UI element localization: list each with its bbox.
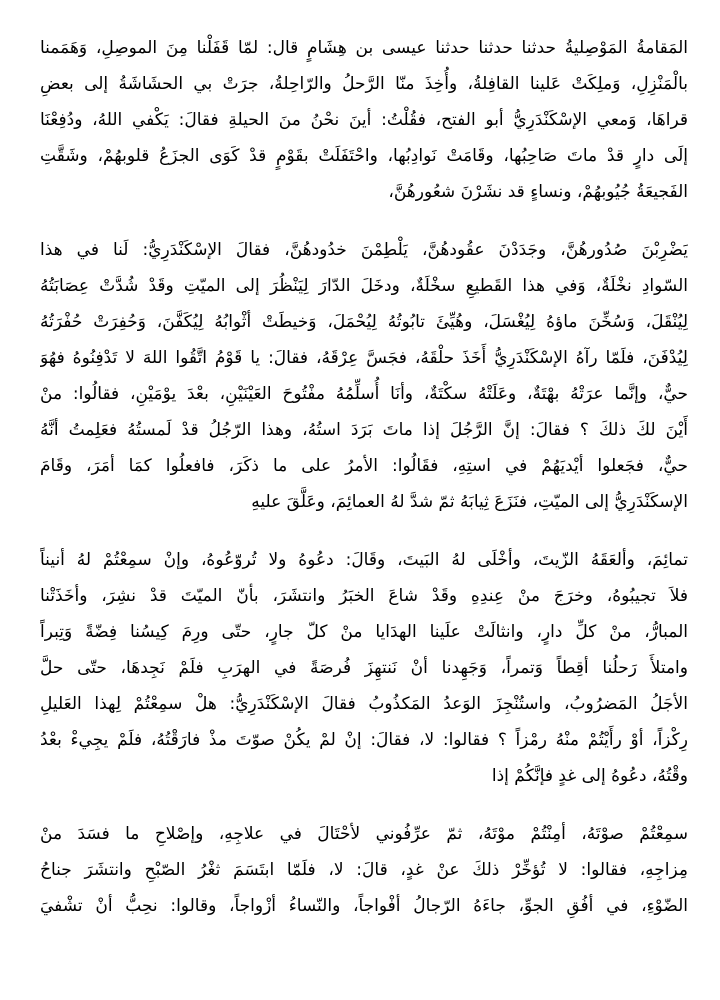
text-line: وامتلأَ رَحلُنا أقِطاً وَتمراً، وَجَهِدنا أنْ نَنتهِزَ فُرصَةً في الهرَبِ فلَمْ نَجِدهَا، حتّى حلَّ [40, 658, 688, 678]
text-line: يَضْرِبْنَ صُدُورهُنَّ، وجَدَدْنَ عقُودهُنَّ، يَلْطِمْنَ خدُودهُنَّ، فقالَ الإسْكَنْدَرِيُّ: لَنا في هذا [40, 240, 688, 260]
text-line: لِيُنْقَلَ، وَسُخِّنَ ماؤهُ لِيُغْسَلَ، وهُيِّئَ تابُوتُهُ لِيُحْمَلَ، وَخيطَتْ أثْوابُهُ لِيُكَفَّنَ، وَحُفِرَتْ حُفْرَتُهُ [40, 312, 688, 332]
text-line: حيٌّ، فجَعلوا أيْديَهُمْ في استِهِ، فقَالُوا: الأمرُ على ما ذكَرَ، فافعلُوا كمَا أمَرَ، وقَامَ [40, 456, 688, 476]
text-line: فلاَ تجيبُوهُ، وخرَجَ منْ عِندِهِ وقَدْ شاعَ الخبَرُ وانتشَرَ، بأنّ الميّتَ قدْ نشِرَ، وأخَذَتْنا [40, 586, 688, 606]
text-line: مِزاجِهِ، فقالوا: لا تُؤخِّرْ ذلكَ عنْ غدٍ، قالَ: لا، فلَمّا ابتَسَمَ ثغْرُ الصّبْحِ وانتشَرَ جناحُ [40, 860, 688, 880]
document-page [40, 30, 688, 924]
text-line: قراهَا، وَمعي الإسْكَنْدَرِيُّ أبو الفتح، فقُلْتُ: أينَ نحْنُ منَ الحيلةِ فقالَ: يَكْفي اللهُ، ودُفِعْنَا [40, 110, 688, 130]
text-line: تمائِمَ، وألعَقَهُ الزّيتَ، وأخْلَى لهُ البَيتَ، وقَالَ: دعُوهُ ولا تُروّعُوهُ، وإنْ سمِعْتُمْ لهُ أنيناً [40, 550, 688, 570]
text-line: إلَى دارٍ قدْ ماتَ صَاحِبُها، وقَامَتْ نَوادِبُها، واحْتَفَلَتْ بقَوْمٍ قدْ كَوَى الجزَعُ قلوبهُمْ، وشَقَّتِ [40, 146, 688, 166]
text-line: لِيُدْفَنَ، فلَمّا رآهُ الإسْكَنْدَرِيُّ أَخَذَ حلْقَهُ، فجَسَّ عِرْقَهُ، فقالَ: يا قَوْمُ اتَّقُوا اللهَ لا تَدْفِنُوهُ فهُوَ [40, 348, 688, 368]
paragraph-3 [40, 542, 688, 794]
text-line: المبارُّ، منْ كلِّ دارٍ، وانثالَتْ علَينا الهدَايا منْ كلّ جارٍ، حتّى ورِمَ كِيسُنا فِضّةً وَتِبراً [40, 622, 688, 642]
paragraph-2 [40, 232, 688, 520]
paragraph-1 [40, 30, 688, 210]
text-line: الفَجيعَةُ جُيُوبهُمْ، ونساءٍ قد نشَرْنَ شعُورهُنَّ، [388, 182, 688, 202]
text-line: سمِعْتُمْ صوْتَهُ، أمِنْتُمْ موْتَهُ، ثمّ عرِّفُوني لأحْتَالَ في علاجِهِ، وإصْلاحِ ما فسَدَ منْ [40, 824, 688, 844]
text-line: حيٌّ، وإنَّما عرَتْهُ بهْتَةٌ، وعَلَتْهُ سكْتَةٌ، وأنَا أُسلِّمُهُ مفْتُوحَ العَيْنَيْنِ، بعْدَ يوْمَيْنِ، فقالُوا: منْ [40, 384, 688, 404]
text-line: المَقامةُ المَوْصِليةُ حدثنا حدثنا حدثنا عيسى بن هِشَامٍ قال: لمّا قَفَلْنا مِنَ الموصِلِ، وَهَمَمنا [40, 38, 688, 58]
text-line: الإسكَنْدَرِيُّ إلى الميّتِ، فنَزَعَ ثِيابَهُ ثمّ شدَّ لهُ العمائِمَ، وعَلَّقَ عليهِ [251, 492, 688, 512]
text-line: بالْمَنْزِلِ، وَملِكَتْ عَلينا القافِلةُ، وأُخِذَ منّا الرَّحلُ والرّاحِلةُ، جرَتْ بي الحشَاشَةُ إلى بعضِ [40, 74, 688, 94]
text-line: الضّوْءِ، في أفُقِ الجوِّ، جاءَهُ الرّجالُ أفْواجاً، والنّساءُ أزْواجاً، وقالوا: نحِبُّ أنْ تشْفيَ [40, 896, 688, 916]
paragraph-4 [40, 816, 688, 924]
text-line: رِكْزاً، أوْ رأَيْتُمْ منْهُ رمْزاً ؟ فقالوا: لا، فقالَ: إنْ لمْ يكُنْ صوّتَ مذْ فارَقْتُهُ، فلَمْ يجِيءْ بعْدُ [40, 730, 688, 750]
text-line: السّوادِ نخْلَةٌ، وَفي هذا القَطيعِ سخْلَةٌ، ودخَلَ الدّارَ لِيَنْظُرَ إلى الميّتِ وقَدْ شُدَّتْ عِصَابَتُهُ [40, 276, 688, 296]
text-line: الأجَلُ المَضرُوبُ، واستُنْجِزَ الوَعدُ المَكذُوبُ فقالَ الإسْكَنْدَرِيُّ: هلْ سمِعْتُمْ لِهذا العَليلِ [40, 694, 688, 714]
text-line: وقْتُهُ، دعُوهُ إلى غدٍ فإنَّكُمْ إذا [491, 766, 688, 786]
text-line: أَيْنَ لكَ ذلكَ ؟ فقالَ: إنَّ الرَّجُلَ إذا ماتَ بَرَدَ استُهُ، وهذا الرّجُلُ قدْ لَمستُهُ فعَلِمتُ أنَّهُ [40, 420, 688, 440]
